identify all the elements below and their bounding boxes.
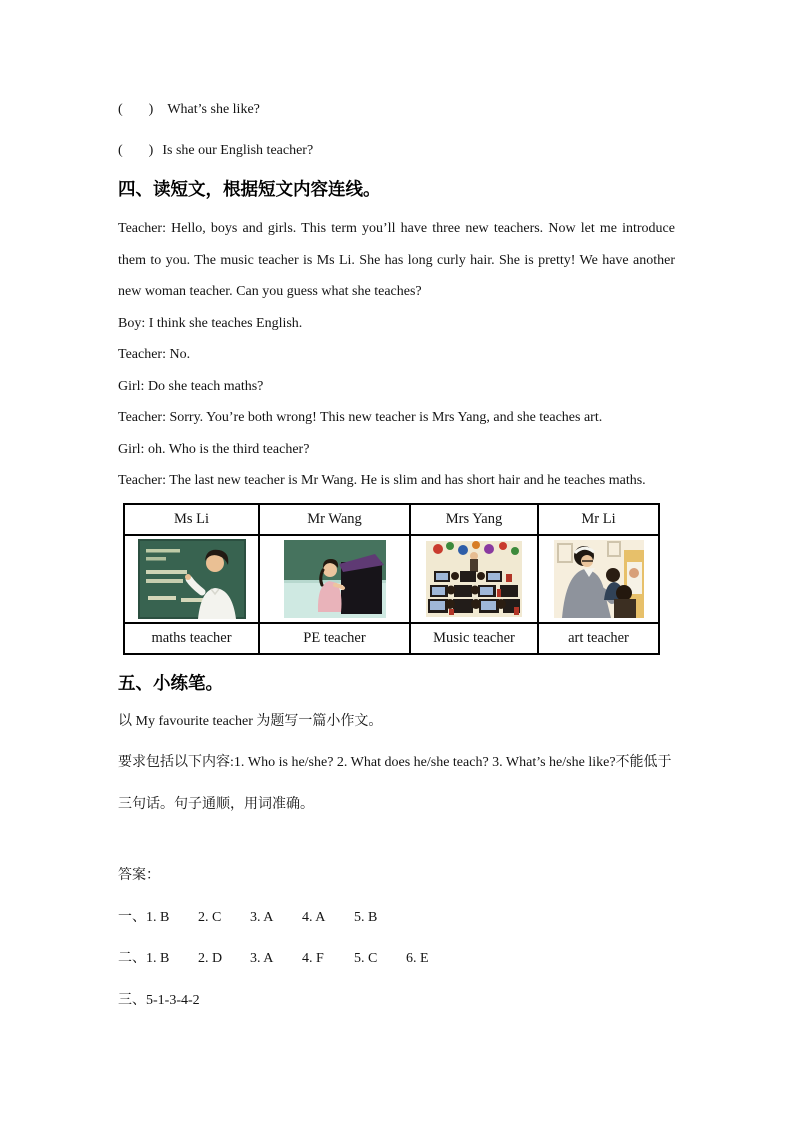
reading-passage bbox=[118, 213, 675, 497]
subject-cell: art teacher bbox=[538, 623, 659, 654]
subject-cell: Music teacher bbox=[410, 623, 538, 654]
section-four-heading: 四、读短文，根据短文内容连线。 bbox=[118, 179, 381, 199]
answer-key bbox=[118, 855, 675, 1021]
art-class-photo bbox=[554, 540, 644, 618]
paren-question-line-2 bbox=[118, 141, 675, 161]
teacher-name-cell: Mr Li bbox=[538, 504, 659, 535]
teacher-photo-cell bbox=[124, 535, 259, 623]
dialogue-line: Teacher: Sorry. You’re both wrong! This new teacher is Mrs Yang, and she teaches art. bbox=[118, 410, 603, 425]
teacher-name-cell: Mrs Yang bbox=[410, 504, 538, 535]
dialogue-line: Boy: I think she teaches English. bbox=[118, 315, 303, 331]
piano-girl-photo bbox=[284, 540, 386, 618]
answer-item: 5. B bbox=[354, 909, 378, 925]
dialogue-line: Teacher: The last new teacher is Mr Wang. He is slim and has short hair and he teaches maths. bbox=[118, 473, 646, 488]
dialogue-line: Girl: Do she teach maths? bbox=[118, 378, 264, 394]
answer-row bbox=[118, 980, 675, 1022]
writing-instruction-line: 要求包括以下内容:1. Who is he/she? 2. What does he/she teach? 3. What’s he/she like?不能低于 bbox=[118, 755, 672, 770]
answer-item: 4. A bbox=[302, 909, 326, 925]
answer-row bbox=[118, 938, 675, 980]
answer-item: 4. F bbox=[302, 951, 324, 966]
dialogue-line: Girl: oh. Who is the third teacher? bbox=[118, 441, 310, 457]
blackboard-teacher-photo bbox=[138, 539, 246, 619]
answer-item: 6. E bbox=[406, 951, 429, 966]
answer-row-prefix: 三、 bbox=[118, 992, 146, 1008]
teacher-photo-cell bbox=[410, 535, 538, 623]
dialogue-line: Teacher: No. bbox=[118, 347, 191, 362]
answer-blank-paren: ( bbox=[118, 102, 123, 117]
answer-item: 3. A bbox=[250, 909, 274, 925]
section-five-heading: 五、小练笔。 bbox=[118, 672, 223, 693]
answers-label: 答案： bbox=[118, 868, 160, 883]
answer-item: 1. B bbox=[146, 909, 170, 925]
answer-row bbox=[118, 897, 675, 939]
teacher-photo-cell bbox=[538, 535, 659, 623]
writing-instructions bbox=[118, 701, 675, 826]
subject-cell: maths teacher bbox=[124, 623, 259, 654]
answer-item: 5-1-3-4-2 bbox=[146, 992, 200, 1008]
passage-line: them to you. The music teacher is Ms Li. She has long curly hair. She is pretty! We have another bbox=[118, 252, 675, 268]
subject-label-row bbox=[124, 623, 659, 654]
question-text: What’s she like? bbox=[167, 102, 260, 117]
question-text: Is she our English teacher? bbox=[162, 143, 314, 158]
answer-item: 2. D bbox=[198, 951, 223, 966]
answer-row-prefix: 二、 bbox=[118, 951, 146, 966]
answer-blank-paren: ( bbox=[118, 143, 123, 158]
answer-blank-paren: ) bbox=[148, 143, 154, 158]
teacher-photo-row bbox=[124, 535, 659, 623]
answer-blank-paren: ) bbox=[148, 102, 154, 117]
answer-item: 5. C bbox=[354, 951, 378, 966]
computer-classroom-photo bbox=[426, 541, 522, 617]
answer-item: 2. C bbox=[198, 909, 222, 925]
teacher-name-cell: Ms Li bbox=[124, 504, 259, 535]
teacher-name-row bbox=[124, 504, 659, 535]
subject-cell: PE teacher bbox=[259, 623, 410, 654]
passage-line: new woman teacher. Can you guess what she teaches? bbox=[118, 284, 422, 299]
teacher-name-cell: Mr Wang bbox=[259, 504, 410, 535]
match-table bbox=[123, 503, 660, 655]
teacher-photo-cell bbox=[259, 535, 410, 623]
answer-item: 3. A bbox=[250, 951, 274, 966]
passage-line: Teacher: Hello, boys and girls. This term you’ll have three new teachers. Now let me introduce bbox=[118, 221, 675, 236]
paren-question-line-1 bbox=[118, 100, 675, 120]
answer-item: 1. B bbox=[146, 951, 170, 966]
writing-instruction-line: 三句话。句子通顺，用词准确。 bbox=[118, 796, 314, 812]
answer-row-prefix: 一、 bbox=[118, 909, 146, 925]
writing-instruction-line: 以 My favourite teacher 为题写一篇小作文。 bbox=[118, 713, 383, 729]
